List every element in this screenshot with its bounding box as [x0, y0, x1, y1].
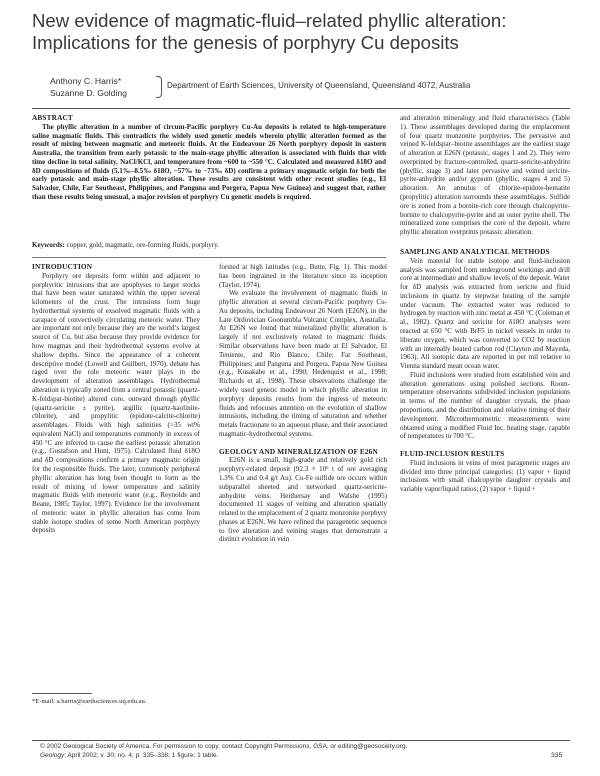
body-paragraph: We evaluate the involvement of magmatic fluids in phyllic alteration at several circum-Pacific porphyry Cu-Au deposits, including Endeavour 26 North (E26N), in the Late Ordovician Goonumbla Volcanic Complex, Australia. At E26N we found that mineralized phyllic alteration is largely if not exclusively related to magmatic fluids. Similar observations have been made at El Salvador, El Teniente, and Rio Blanco, Chile; Far Southeast, Philippines; and Panguna and Porgera, Papua New Guinea (e.g., Kusakabe et al., 1990; Hedenquist et al., 1998; Richards et al., 1998). These observations challenge the widely used genetic model in which phyllic alteration in porphyry deposits results from the ingress of meteoric fluids and refocuses attention on the evolution of shallow intrusions, including the timing of saturation and whether metals fractionate to an aqueous phase, and their associated magmatic-hydrothermal systems.: [219, 289, 387, 438]
abstract: [32, 114, 386, 202]
keywords-rule: [32, 257, 386, 258]
column-2: [219, 263, 387, 544]
author-list: [50, 76, 127, 99]
footnote-email: *E-mail: a.harris@earthsciences.uq.edu.au.: [32, 698, 147, 705]
section-heading-fluid-inclusion: FLUID-INCLUSION RESULTS: [400, 449, 505, 459]
footer-rule: [32, 740, 570, 741]
keywords-label: Keywords:: [32, 241, 65, 249]
fluid-paragraph: Fluid inclusions in veins of most paragenetic stages are divided into three principal categories: (1) vapor + liquid inclusions with small chalcopyrite daughter crystals and variable vapor/liquid ratios; (2) vapor + liquid +: [400, 458, 570, 494]
author-affiliation: Department of Earth Sciences, University of Queensland, Queensland 4072, Australia: [167, 81, 471, 90]
journal-name: Geology: [40, 752, 65, 759]
footnote-rule: [32, 693, 92, 694]
sampling-paragraph: Fluid inclusions were studied from established vein and alteration generations using polished sections. Room-temperature observations subdivided inclusion populations in terms of the number of daughter crystals, the phase proportions, and the distribution and relative timing of their development. Microthermometric measurements were obtained using a modified Fluid Inc. heating stage, capable of temperatures to 700 °C.: [400, 370, 570, 441]
section-heading-introduction: INTRODUCTION: [32, 262, 93, 271]
keywords: [32, 241, 386, 250]
body-paragraph: and alteration mineralogy and fluid characteristics (Table 1). These assemblages developed during the emplacement of four quartz monzonite porphyries. The pervasive and veined K-feldspar–biotite assemblages are the earliest stage of alteration at E26N (potassic, stages 1 and 2). They were overprinted by fracture-controlled, quartz-sericite-anhydrite (phyllic, stage 3) and later pervasive and veined sericite-pyrite-anhydrite and/or gypsum (phyllic, stages 4 and 5) alteration. An annulus of chlorite-epidote-hematite (propylitic) alteration surrounds these assemblages. Sulfide ore is zoned from a bornite-rich core through chalcopyrite-bornite to chalcopyrite-pyrite and an outer pyrite shell. The mineralized zone comprises the core of the deposit, where phyllic alteration overprints potassic alteration.: [400, 114, 570, 237]
abstract-heading: ABSTRACT: [32, 113, 73, 122]
citation-details: ; April 2002; v. 30; no. 4; p. 335–338; 1 figure; 1 table.: [64, 752, 219, 759]
author-brace: [156, 76, 162, 98]
sampling-paragraph: Vein material for stable isotope and fluid-inclusion analysis was sampled from underground workings and drill core at intermediate and shallow levels of the deposit. Water for δD analysis was extracted from sericite and fluid inclusions in quartz by stepwise heating of the sample under vacuum. The extracted water was reduced to hydrogen by reaction with zinc metal at 450 °C (Coleman et al., 1982). Quartz and sericite for δ18O analyses were reacted at 650 °C with BrF5 in nickel vessels in order to liberate oxygen, which was converted to CO2 by reaction with an internally heated carbon rod (Clayton and Mayeda, 1963). All isotopic data are reported in per mil relative to Vienna standard mean ocean water.: [400, 256, 570, 371]
section-heading-geology: GEOLOGY AND MINERALIZATION OF E26N: [219, 446, 378, 456]
column-1: [32, 263, 200, 535]
section-heading-sampling: SAMPLING AND ANALYTICAL METHODS: [400, 246, 550, 256]
header-rule: [32, 108, 570, 109]
copyright-line: © 2002 Geological Society of America. For permission to copy, contact Copyright Permissions, GSA, or editing@geosociety.org.: [40, 743, 408, 750]
author-name: Anthony C. Harris*: [50, 76, 122, 86]
article-title: New evidence of magmatic-fluid–related phyllic alteration: Implications for the genesis of porphyry Cu deposits: [32, 10, 507, 53]
citation-line: [40, 752, 218, 759]
column-3: [400, 114, 570, 494]
author-name: Suzanne D. Golding: [50, 87, 127, 98]
intro-paragraph: Porphyry ore deposits form within and adjacent to porphyritic intrusions that are apophyses to larger stocks that have been water saturated within the upper several kilometers of the crust. The intrusions form huge hydrothermal systems of exsolved magmatic fluids with a carapace of convectively circulating meteoric water. They are important not only because they are the world’s largest source of Cu, but also because they provide evidence for how magmas and their hydrothermal systems evolve at shallow depths. Since the appearance of a coherent descriptive model (Lowell and Guilbert, 1970), debate has raged over the role meteoric water plays in the development of alteration assemblages. Hydrothermal alteration is typically zoned from a central potassic (quartz-K-feldspar-biotite) altered core, outward through phyllic (quartz-sericite ± pyrite), argillic (quartz-kaolinite-chlorite), and propylitic (epidote-calcite-chlorite) assemblages. Fluids with high salinities (>35 wt% equivalent NaCl) and temperatures commonly in excess of 450 °C are inferred to cause the earliest potassic alteration (e.g., Gustafson and Hunt, 1975). Calculated fluid δ18O and δD compositions confirm a primary magmatic origin for the responsible fluids. The later, commonly peripheral phyllic alteration has long been thought to form as the result of mixing of lower temperature and salinity magmatic fluids with meteoric water (e.g., Reynolds and Beane, 1985; Taylor, 1997). Evidence for the involvement of meteoric water in phyllic alteration has come from stable isotope studies of some North American porphyry deposits: [32, 271, 200, 535]
page-number: 335: [551, 752, 563, 759]
body-paragraph: formed at high latitudes (e.g., Butte, Fig. 1). This model has been ingrained in the literature since its inception (Taylor, 1974).: [219, 263, 387, 289]
abstract-text: The phyllic alteration in a number of circum-Pacific porphyry Cu-Au deposits is related to high-temperature saline magmatic fluids. This contradicts the widely used genetic models wherein phyllic alteration formed as the result of mixing between magmatic and meteoric fluids. At the Endeavour 26 North porphyry deposit in eastern Australia, the transition from early potassic to the main-stage phyllic alteration is associated with fluids that with time decline in total salinity, NaCl/KCl, and temperature from ~600 to ~550 °C. Calculated and measured δ18O and δD compositions of fluids (5.1‰–8.5‰ δ18O, −57‰ to −73‰ δD) confirm a primary magmatic origin for both the early potassic and main-stage phyllic alteration. These results are consistent with other recent studies (e.g., El Salvador, Chile, Far Southeast, Philippines, and Panguna and Porgera, Papua New Guinea) and suggest that, rather than these results being unusual, a major revision of porphyry Cu genetic models is required.: [32, 122, 386, 202]
keywords-text: copper, gold, magmatic, ore-forming fluids, porphyry.: [64, 241, 219, 249]
geology-paragraph: E26N is a small, high-grade and relatively gold rich porphyry-related deposit (92.3 × 10⁶ t of ore averaging 1.3% Cu and 0.4 g/t Au). Cu-Fe sulfide ore occurs within subparallel sheeted and networked quartz-sericite-anhydrite veins. Heithersay and Walshe (1995) documented 11 stages of veining and alteration spatially related to the emplacement of 2 quartz monzonite porphyry phases at E26N. We have refined the paragenetic sequence to five alteration and veining stages that demonstrate a distinct evolution in vein: [219, 456, 387, 544]
